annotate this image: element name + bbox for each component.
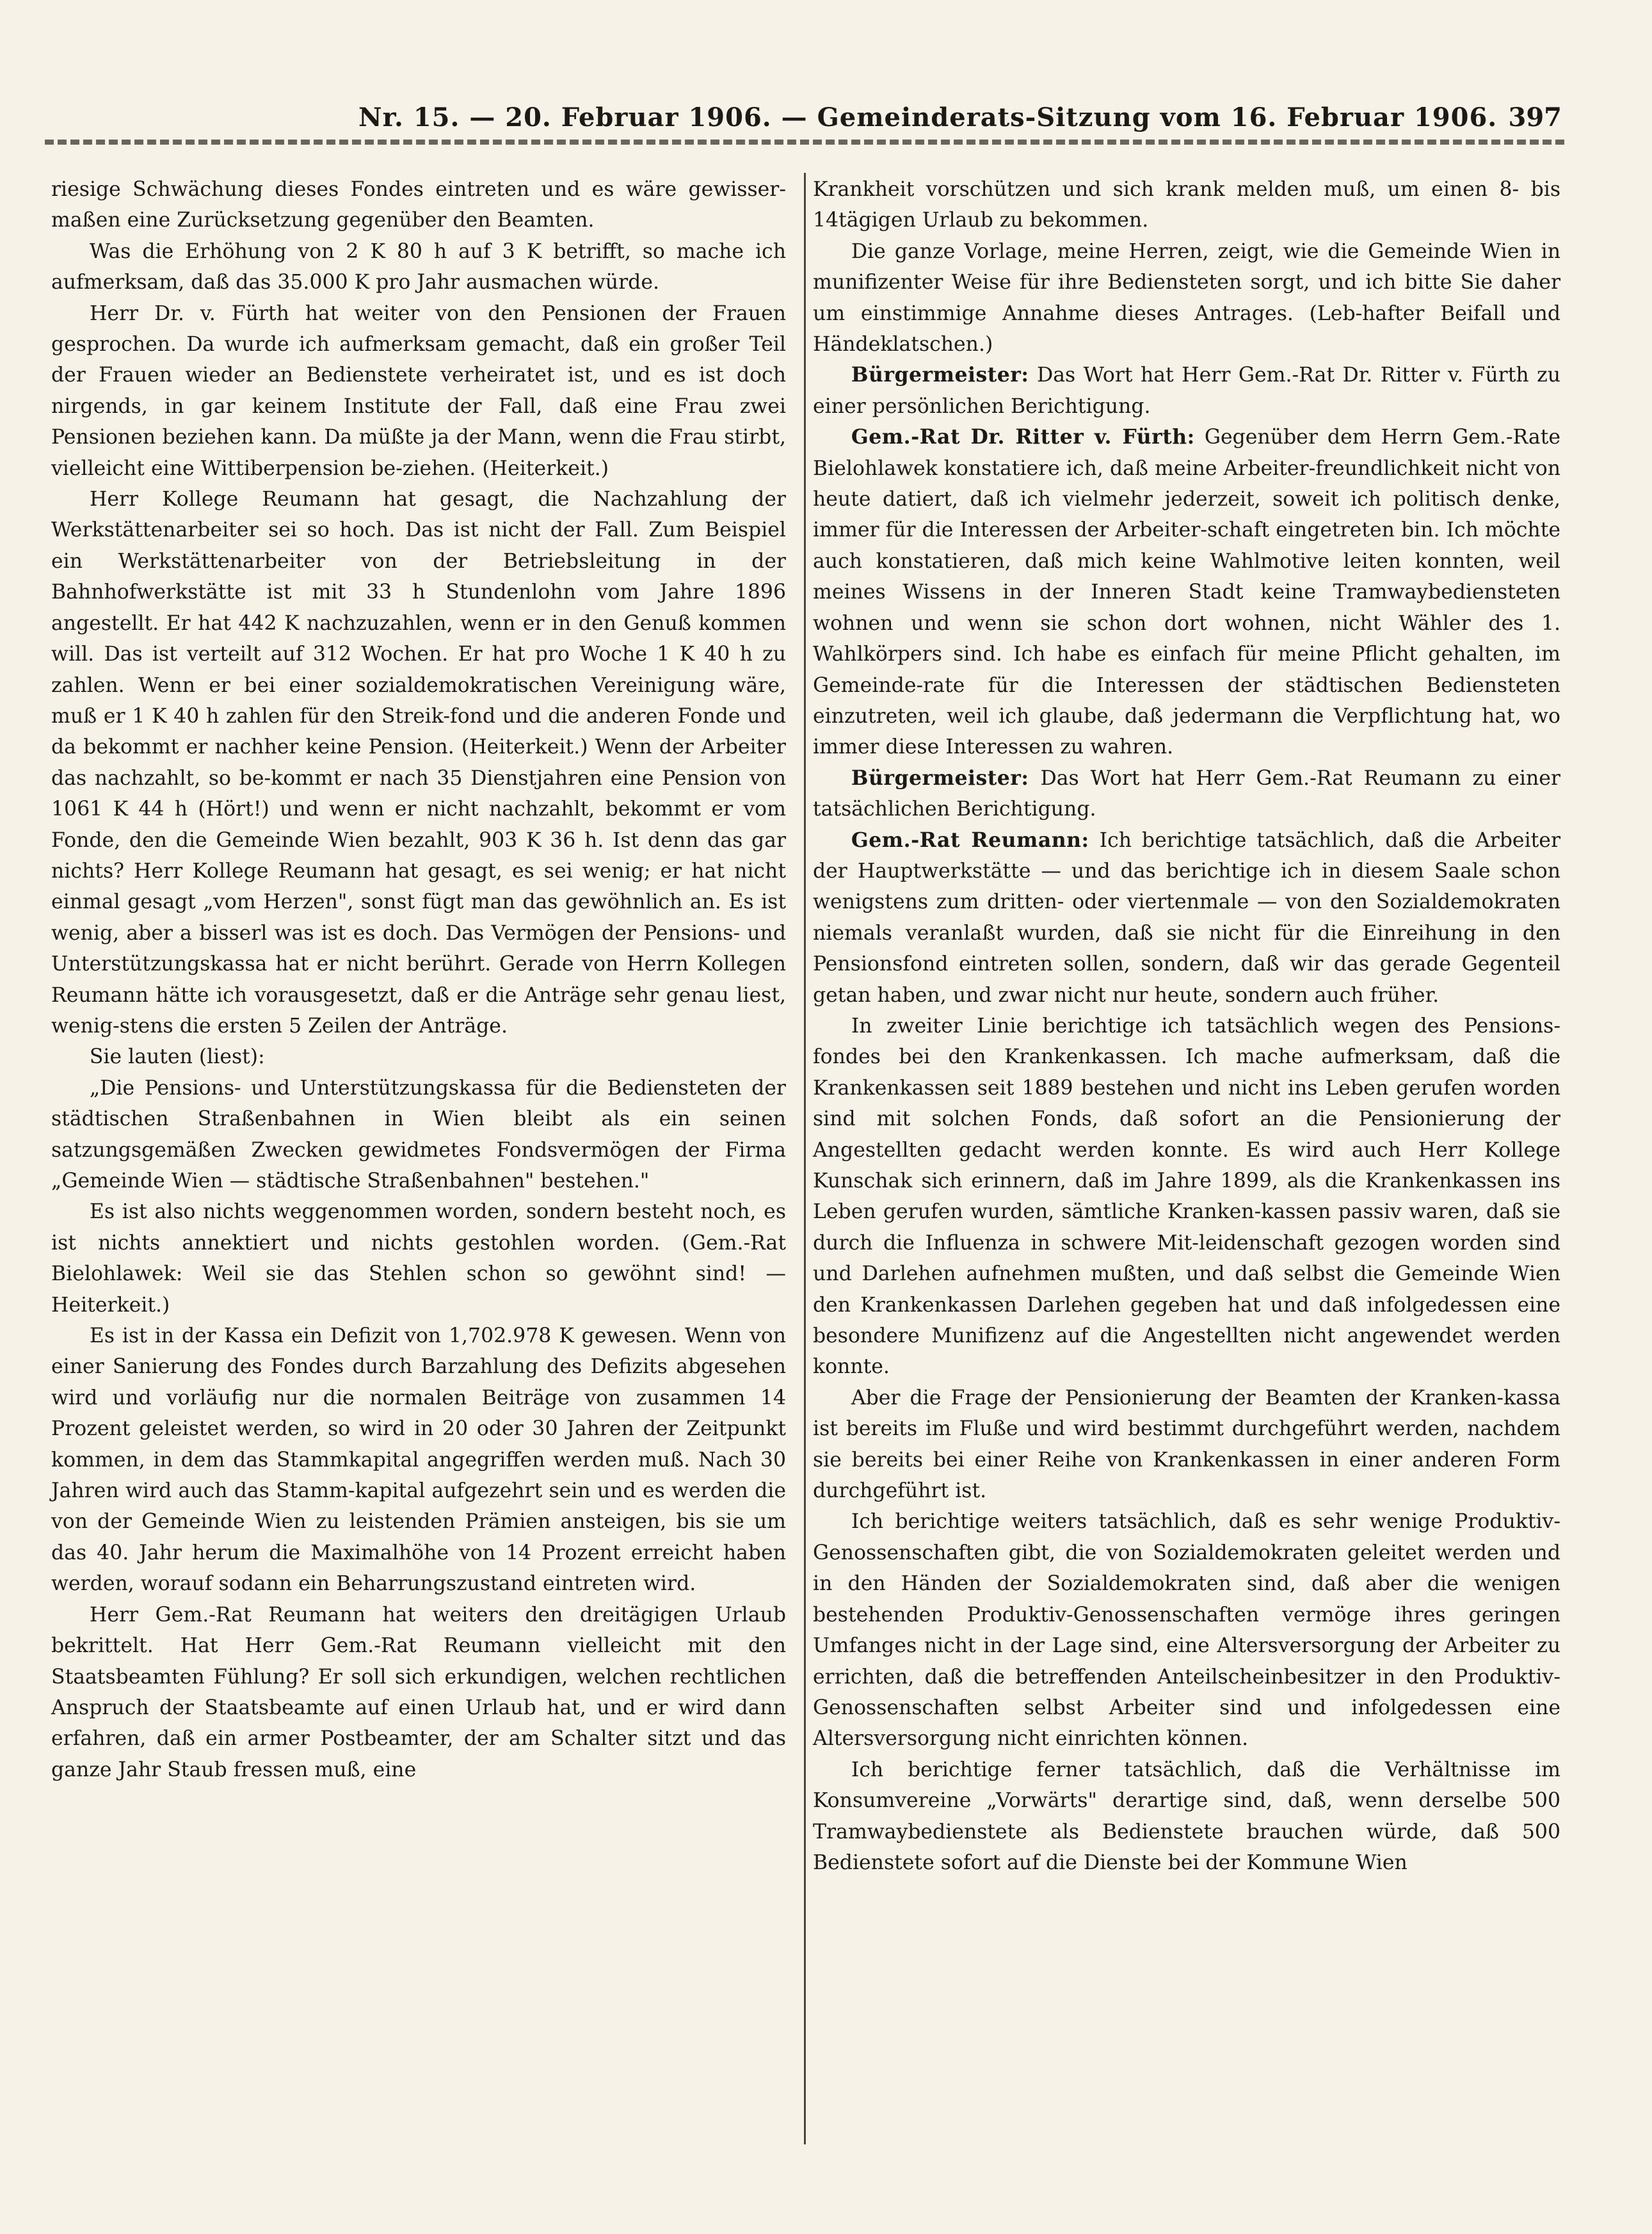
paragraph: Es ist also nichts weggenommen worden, sondern besteht noch, es ist nichts annektiert und nichts gestohlen worden. (Gem.-Rat Bielohlawek: Weil sie das Stehlen schon so gewöhnt sind! — Heiterkeit.)	[51, 1200, 786, 1317]
paragraph: Krankheit vorschützen und sich krank melden muß, um einen 8- bis 14tägigen Urlaub zu bekommen.	[813, 178, 1560, 232]
column-divider	[804, 173, 806, 2144]
right-column	[813, 174, 1560, 1878]
speaker-name: Bürgermeister:	[851, 766, 1029, 790]
paragraph: Herr Kollege Reumann hat gesagt, die Nachzahlung der Werkstättenarbeiter sei so hoch. Das ist nicht der Fall. Zum Beispiel ein Werkstättenarbeiter von der Betriebsleitung in der Bahnhofwerkstätte ist mit 33 h Stundenlohn vom Jahre 1896 angestellt. Er hat 442 K nachzuzahlen, wenn er in den Genuß kommen will. Das ist verteilt auf 312 Wochen. Er hat pro Woche 1 K 40 h zu zahlen. Wenn er bei einer sozialdemokratischen Vereinigung wäre, muß er 1 K 40 h zahlen für den Streik-fond und die anderen Fonde und da bekommt er nachher keine Pension. (Heiterkeit.) Wenn der Arbeiter das nachzahlt, so be-kommt er nach 35 Dienstjahren eine Pension von 1061 K 44 h (Hört!) und wenn er nicht nachzahlt, bekommt er vom Fonde, den die Gemeinde Wien bezahlt, 903 K 36 h. Ist denn das gar nichts? Herr Kollege Reumann hat gesagt, es sei wenig; er hat nicht einmal gesagt „vom Herzen", sonst fügt man das gewöhnlich an. Es ist wenig, aber a bisserl was ist es doch. Das Vermögen der Pensions- und Unterstützungskassa hat er nicht berührt. Gerade von Herrn Kollegen Reumann hätte ich vorausgesetzt, daß er die Anträge sehr genau liest, wenig-stens die ersten 5 Zeilen der Anträge.	[51, 488, 786, 1038]
speaker-name: Gem.-Rat Reumann:	[851, 828, 1089, 852]
paragraph: riesige Schwächung dieses Fondes eintreten und es wäre gewisser-maßen eine Zurücksetzung gegenüber den Beamten.	[51, 178, 786, 232]
speech-text: Gegenüber dem Herrn Gem.-Rate Bielohlawek konstatiere ich, daß meine Arbeiter-freundlichkeit nicht von heute datiert, daß ich vielmehr jederzeit, soweit ich politisch denke, immer für die Interessen der Arbeiter-schaft eingetreten bin. Ich möchte auch konstatieren, daß mich keine Wahlmotive leiten konnten, weil meines Wissens in der Inneren Stadt keine Tramwaybediensteten wohnen und wenn sie schon dort wohnen, nicht Wähler des 1. Wahlkörpers sind. Ich habe es einfach für meine Pflicht gehalten, im Gemeinde-rate für die Interessen der städtischen Bediensteten einzutreten, weil ich glaube, daß jedermann die Verpflichtung hat, wo immer diese Interessen zu wahren.	[813, 426, 1560, 759]
speech-text: Das Wort hat Herr Gem.-Rat Dr. Ritter v. Fürth zu einer persönlichen Berichtigung.	[813, 364, 1560, 418]
speech-mayor	[813, 360, 1560, 422]
paragraph: Herr Dr. v. Fürth hat weiter von den Pensionen der Frauen gesprochen. Da wurde ich aufmerksam gemacht, daß ein großer Teil der Frauen wieder an Bedienstete verheiratet ist, und es ist doch nirgends, in gar keinem Institute der Fall, daß eine Frau zwei Pensionen beziehen kann. Da müßte ja der Mann, wenn die Frau stirbt, vielleicht eine Wittiberpension be-ziehen. (Heiterkeit.)	[51, 301, 786, 480]
speech-reumann	[813, 825, 1560, 1011]
paragraph: Sie lauten (liest):	[89, 1045, 265, 1069]
header-rule	[45, 140, 1568, 145]
page-number: 397	[1508, 102, 1562, 133]
left-column	[51, 174, 786, 1785]
header-title: Nr. 15. — 20. Februar 1906. — Gemeinderats-Sitzung vom 16. Februar 1906.	[358, 102, 1498, 133]
paragraph: Aber die Frage der Pensionierung der Beamten der Kranken-kassa ist bereits im Fluße und wird bestimmt durchgeführt werden, nachdem sie bereits bei einer Reihe von Krankenkassen in einer anderen Form durchgeführt ist.	[813, 1386, 1560, 1503]
speech-text: Ich berichtige tatsächlich, daß die Arbeiter der Hauptwerkstätte — und das berichtige ich in diesem Saale schon wenigstens zum dritten- oder viertenmale — von den Sozialdemokraten niemals veranlaßt wurden, daß sie nicht für die Einreihung in den Pensionsfond eintreten sollen, sondern, daß wir das gerade Gegenteil getan haben, und zwar nicht nur heute, sondern auch früher.	[813, 828, 1561, 1007]
paragraph: In zweiter Linie berichtige ich tatsächlich wegen des Pensions-fondes bei den Krankenkassen. Ich mache aufmerksam, daß die Krankenkassen seit 1889 bestehen und nicht ins Leben gerufen worden sind mit solchen Fonds, daß sofort an die Pensionierung der Angestellten gedacht werden konnte. Es wird auch Herr Kollege Kunschak sich erinnern, daß im Jahre 1899, als die Krankenkassen ins Leben gerufen wurden, sämtliche Kranken-kassen passiv waren, daß sie durch die Influenza in schwere Mit-leidenschaft gezogen worden sind und Darlehen aufnehmen mußten, und daß selbst die Gemeinde Wien den Krankenkassen Darlehen gegeben hat und daß infolgedessen eine besondere Munifizenz auf die Angestellten nicht angewendet werden konnte.	[813, 1014, 1560, 1379]
paragraph: Was die Erhöhung von 2 K 80 h auf 3 K betrifft, so mache ich aufmerksam, daß das 35.000 K pro Jahr ausmachen würde.	[51, 239, 786, 294]
speaker-name: Gem.-Rat Dr. Ritter v. Fürth:	[851, 425, 1195, 449]
running-header	[0, 102, 1652, 141]
speech-text: Das Wort hat Herr Gem.-Rat Reumann zu einer tatsächlichen Berichtigung.	[813, 766, 1560, 821]
speaker-name: Bürgermeister:	[851, 363, 1029, 387]
paragraph: Herr Gem.-Rat Reumann hat weiters den dreitägigen Urlaub bekrittelt. Hat Herr Gem.-Rat Reumann vielleicht mit den Staatsbeamten Fühlung? Er soll sich erkundigen, welchen rechtlichen Anspruch der Staatsbeamte auf einen Urlaub hat, und er wird dann erfahren, daß ein armer Postbeamter, der am Schalter sitzt und das ganze Jahr Staub fressen muß, eine	[51, 1603, 786, 1781]
paragraph: Ich berichtige ferner tatsächlich, daß die Verhältnisse im Konsumvereine „Vorwärts" derartige sind, daß, wenn derselbe 500 Tramwaybedienstete als Bedienstete brauchen würde, daß 500 Bedienstete sofort auf die Dienste bei der Kommune Wien	[813, 1758, 1560, 1874]
paragraph: Die ganze Vorlage, meine Herren, zeigt, wie die Gemeinde Wien in munifizenter Weise für ihre Bediensteten sorgt, und ich bitte Sie daher um einstimmige Annahme dieses Antrages. (Leb-hafter Beifall und Händeklatschen.)	[813, 239, 1560, 357]
paragraph: Ich berichtige weiters tatsächlich, daß es sehr wenige Produktiv-Genossenschaften gibt, die von Sozialdemokraten geleitet werden und in den Händen der Sozialdemokraten sind, daß aber die wenigen bestehenden Produktiv-Genossenschaften vermöge ihres geringen Umfanges nicht in der Lage sind, eine Altersversorgung der Arbeiter zu errichten, daß die betreffenden Anteilscheinbesitzer in den Produktiv-Genossenschaften selbst Arbeiter sind und infolgedessen eine Altersversorgung nicht einrichten können.	[813, 1510, 1560, 1751]
speech-mayor	[813, 763, 1560, 825]
paragraph: Es ist in der Kassa ein Defizit von 1,702.978 K gewesen. Wenn von einer Sanierung des Fondes durch Barzahlung des Defizits abgesehen wird und vorläufig nur die normalen Beiträge von zusammen 14 Prozent geleistet werden, so wird in 20 oder 30 Jahren der Zeitpunkt kommen, in dem das Stammkapital angegriffen werden muß. Nach 30 Jahren wird auch das Stamm-kapital aufgezehrt sein und es werden die von der Gemeinde Wien zu leistenden Prämien ansteigen, bis sie um das 40. Jahr herum die Maximalhöhe von 14 Prozent erreicht haben werden, worauf sodann ein Beharrungszustand eintreten wird.	[51, 1324, 786, 1596]
quoted-motion: „Die Pensions- und Unterstützungskassa für die Bediensteten der städtischen Straßenbahnen in Wien bleibt als ein seinen satzungsgemäßen Zwecken gewidmetes Fondsvermögen der Firma „Gemeinde Wien — städtische Straßenbahnen" bestehen."	[51, 1076, 786, 1193]
speech-fuerth	[813, 422, 1560, 762]
